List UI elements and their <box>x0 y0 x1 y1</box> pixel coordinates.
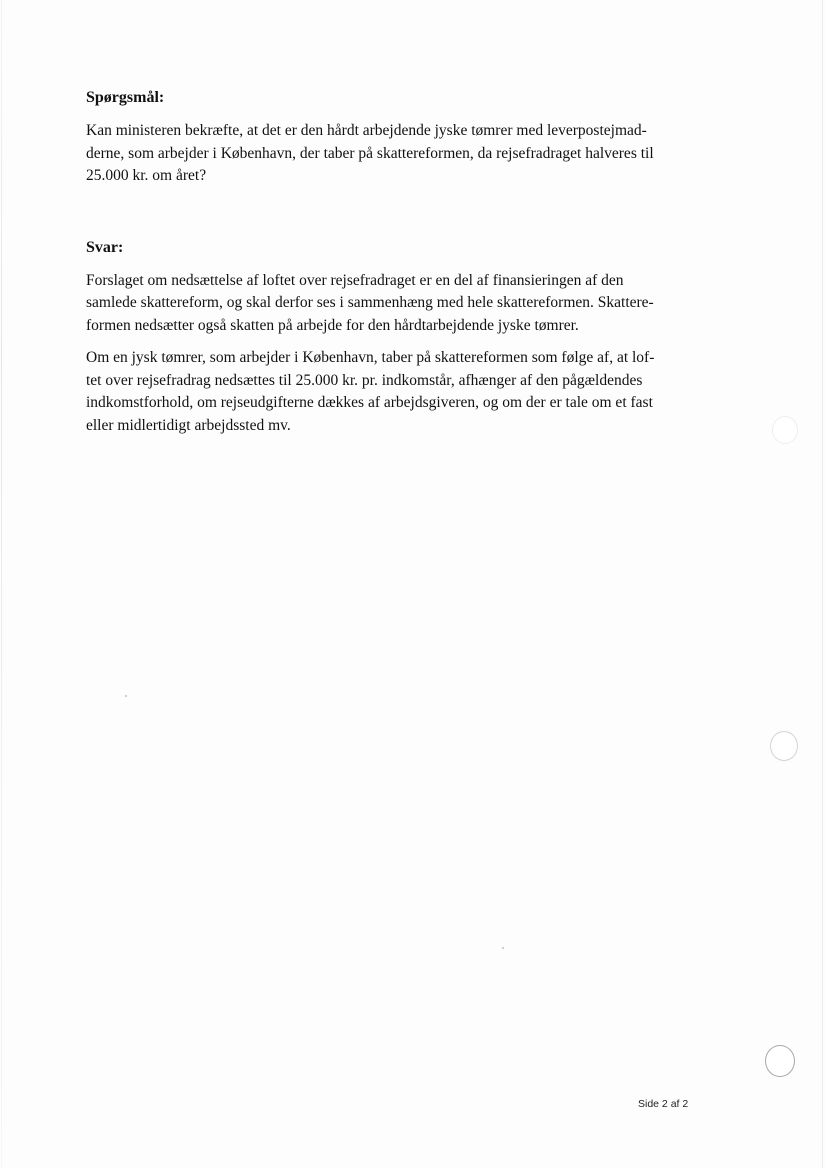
answer-section <box>86 238 706 438</box>
scan-edge-left <box>1 0 2 1168</box>
question-section <box>86 88 706 188</box>
scan-speck <box>125 695 127 697</box>
answer-heading: Svar: <box>86 238 124 256</box>
answer-line: samlede skattereform, og skal derfor ses i sammenhæng med hele skattereformen. Skattere- <box>86 294 654 311</box>
punch-hole-mark <box>765 1045 795 1077</box>
question-text <box>86 120 706 188</box>
page-number: Side 2 af 2 <box>638 1098 689 1110</box>
answer-line: eller midlertidigt arbejdssted mv. <box>86 416 291 434</box>
scan-speck <box>502 947 504 949</box>
question-line: Kan ministeren bekræfte, at det er den hårdt arbejdende jyske tømrer med leverpostejmad- <box>86 122 647 139</box>
answer-paragraph-2 <box>86 347 706 437</box>
answer-line: Om en jysk tømrer, som arbejder i København, taber på skattereformen som følge af, at lof- <box>86 349 655 366</box>
answer-line: tet over rejsefradrag nedsættes til 25.000 kr. pr. indkomstår, afhænger af den pågældendes <box>86 371 643 389</box>
answer-line: formen nedsætter også skatten på arbejde for den hårdtarbejdende jyske tømrer. <box>86 316 579 334</box>
scan-edge-right <box>822 0 823 1168</box>
punch-hole-mark <box>772 416 798 444</box>
question-line: derne, som arbejder i København, der taber på skattereformen, da rejsefradraget halveres til <box>86 144 654 162</box>
document-body <box>86 88 706 447</box>
punch-hole-mark <box>770 731 798 761</box>
answer-paragraph-1 <box>86 270 706 338</box>
answer-line: indkomstforhold, om rejseudgifterne dækkes af arbejdsgiveren, og om der er tale om et fast <box>86 394 653 411</box>
question-heading: Spørgsmål: <box>86 89 165 106</box>
question-line: 25.000 kr. om året? <box>86 167 207 184</box>
answer-line: Forslaget om nedsættelse af loftet over rejsefradraget er en del af finansieringen af den <box>86 271 624 289</box>
